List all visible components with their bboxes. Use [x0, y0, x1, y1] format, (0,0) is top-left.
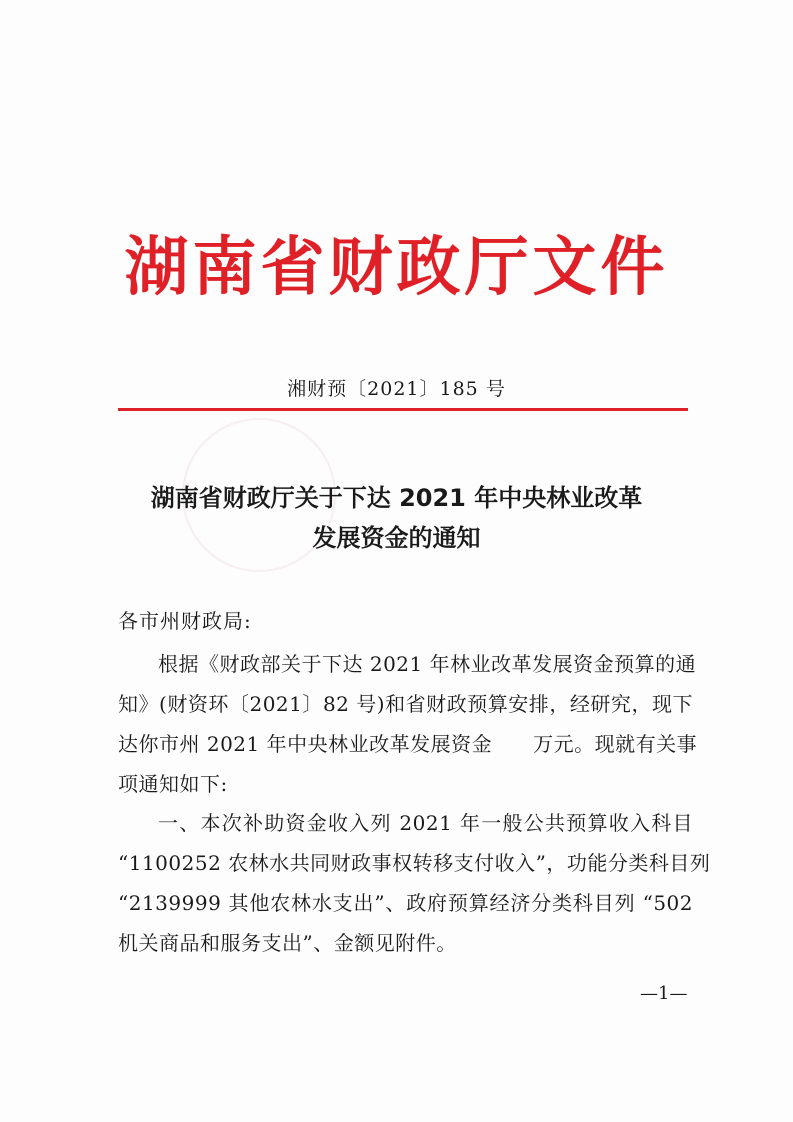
salutation: 各市州财政局:	[118, 609, 252, 633]
document-number: 湘财预〔2021〕185 号	[287, 378, 506, 400]
paragraph-2-line-1: 一、本次补助资金收入列 2021 年一般公共预算收入科目	[158, 811, 693, 835]
paragraph-1	[118, 644, 698, 804]
paragraph-2-line-2: “1100252 农林水共同财政事权转移支付收入”，功能分类科目列	[118, 851, 711, 875]
title-line-1: 湖南省财政厅关于下达 2021 年中央林业改革	[150, 484, 643, 512]
page-number: —1—	[640, 983, 688, 1004]
paragraph-1-line-2: 知》(财资环〔2021〕82 号)和省财政预算安排，经研究，现下	[118, 692, 693, 716]
paragraph-1-line-3: 达你市州 2021 年中央林业改革发展资金 万元。现就有关事	[118, 732, 698, 756]
paragraph-2-line-3: “2139999 其他农林水支出”、政府预算经济分类科目列 “502	[118, 891, 693, 915]
paragraph-2-line-4: 机关商品和服务支出”、金额见附件。	[118, 931, 457, 955]
red-separator-line	[118, 408, 688, 411]
document-masthead: 湖南省财政厅文件	[124, 231, 669, 305]
paragraph-1-line-1: 根据《财政部关于下达 2021 年林业改革发展资金预算的通	[158, 652, 697, 676]
paragraph-2	[118, 803, 711, 963]
notice-title	[100, 478, 693, 558]
paragraph-1-line-4: 项通知如下:	[118, 772, 228, 796]
title-line-2: 发展资金的通知	[312, 524, 481, 552]
